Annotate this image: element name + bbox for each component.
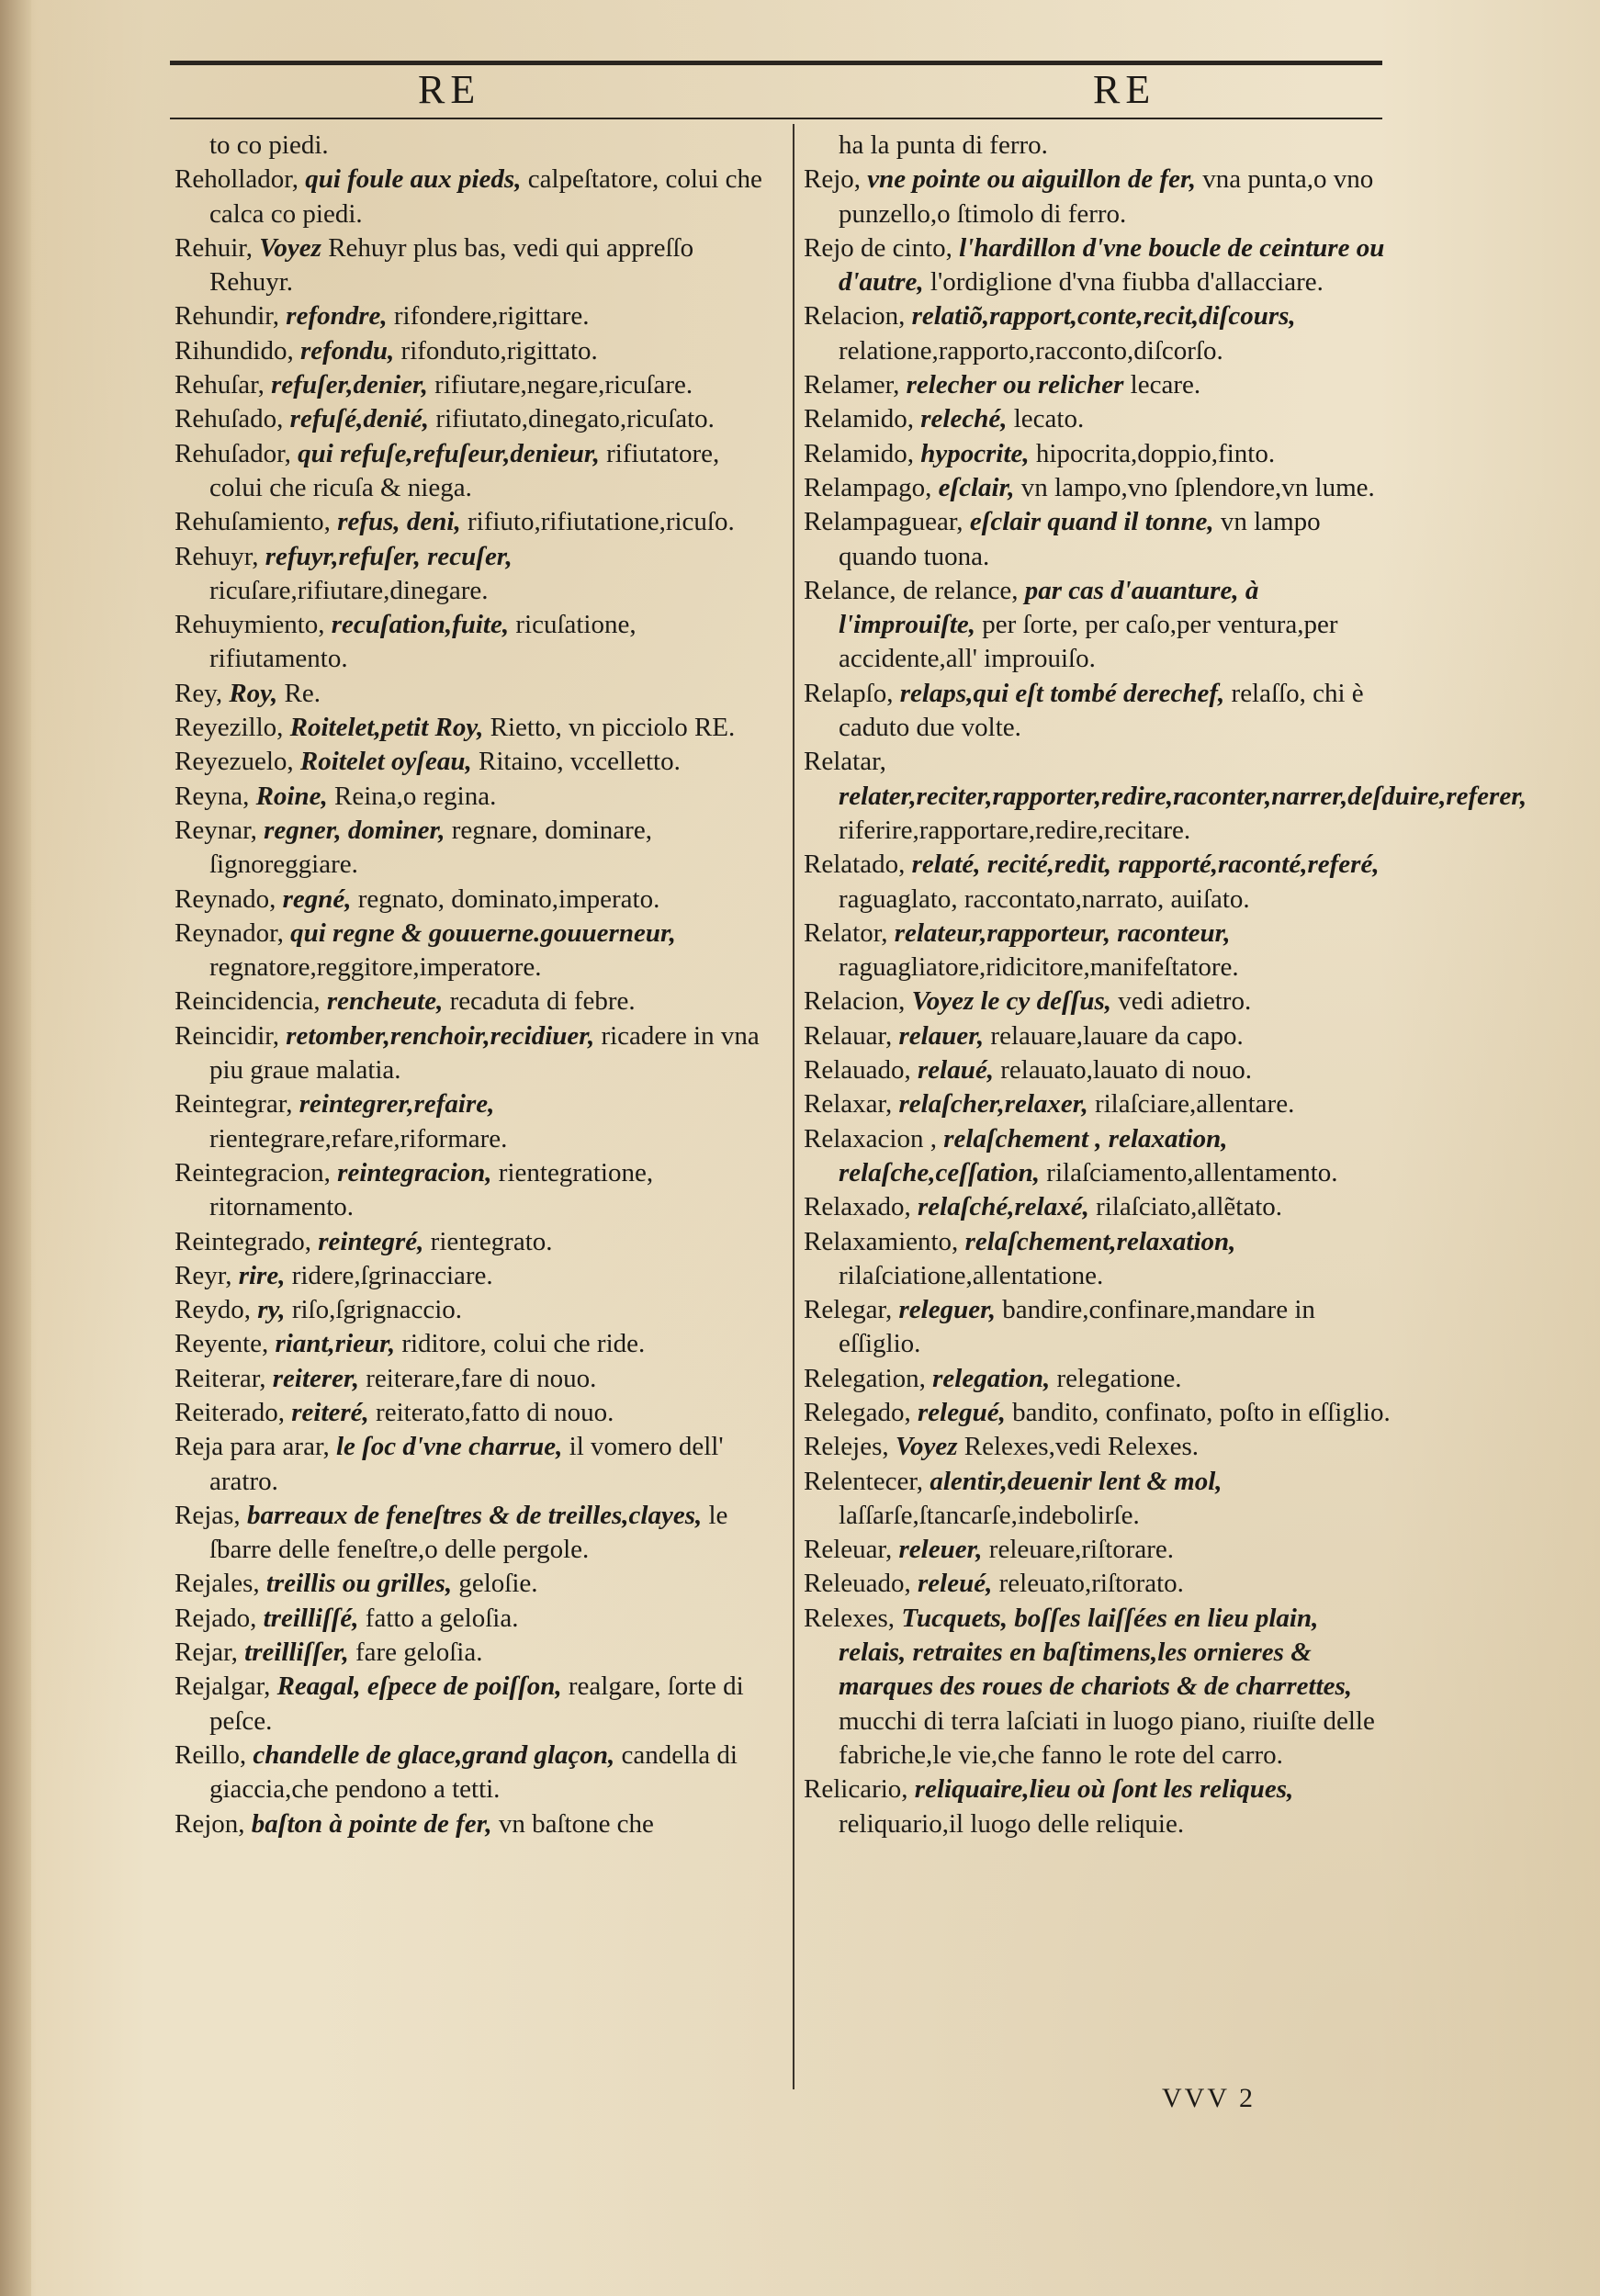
entry-french: chandelle de glace,grand glaçon, xyxy=(253,1739,615,1770)
entry-italian: candella di giaccia,che pendono a tetti. xyxy=(209,1739,738,1805)
entry-italian: rifiutare,negare,ricuſare. xyxy=(434,370,693,400)
entry-italian: recaduta di febre. xyxy=(449,986,636,1017)
entry-french: eſclair quand il tonne, xyxy=(969,507,1214,537)
entry-french: reintegré, xyxy=(318,1226,424,1256)
dictionary-entry xyxy=(804,299,1392,368)
entry-french: le ſoc d'vne charrue, xyxy=(335,1432,563,1462)
entry-headword: Reyna, xyxy=(175,781,250,811)
entry-french: relauer, xyxy=(898,1020,985,1051)
entry-italian: reiterato,fatto di nouo. xyxy=(376,1397,614,1427)
entry-headword: Reynar, xyxy=(175,815,257,845)
dictionary-entry xyxy=(804,1567,1392,1601)
entry-headword: Rey, xyxy=(175,678,223,708)
entry-headword: Rehuſador, xyxy=(175,438,291,468)
entry-headword: Rehuſar, xyxy=(175,370,265,400)
entry-french: relegation, xyxy=(932,1363,1051,1393)
dictionary-entry xyxy=(804,1465,1392,1534)
entry-italian: lecato. xyxy=(1013,404,1085,434)
entry-french: reliquaire,lieu où ſont les reliques, xyxy=(914,1774,1294,1805)
entry-italian: realgare, ſorte di peſce. xyxy=(209,1671,744,1736)
entry-headword: Reintegrar, xyxy=(175,1089,293,1120)
entry-french: relaſcher,relaxer, xyxy=(898,1089,1088,1120)
entry-french: relegué, xyxy=(918,1397,1006,1427)
entry-italian: calpeſtatore, colui che calca co piedi. xyxy=(209,164,762,229)
dictionary-entry xyxy=(804,231,1392,300)
entry-italian: to co piedi. xyxy=(209,130,329,160)
dictionary-entry xyxy=(804,368,1392,402)
entry-french: barreaux de feneſtres & de treilles,clayes, xyxy=(246,1500,703,1530)
entry-italian: ricadere in vna piu graue malatia. xyxy=(209,1020,760,1086)
entry-headword: Reintegrado, xyxy=(175,1226,311,1256)
dictionary-entry xyxy=(175,711,772,745)
entry-italian: il vomero dell' aratro. xyxy=(209,1432,724,1496)
entry-french: releué, xyxy=(918,1569,993,1599)
entry-headword: Reydo, xyxy=(175,1295,251,1325)
entry-italian: regnatore,reggitore,imperatore. xyxy=(209,952,542,983)
entry-french: refuyr,refuſer, recuſer, xyxy=(265,541,513,571)
entry-headword: Relauar, xyxy=(804,1020,893,1051)
entry-headword: Reja para arar, xyxy=(175,1432,330,1462)
entry-headword: Relentecer, xyxy=(804,1466,924,1496)
entry-italian: Reina,o regina. xyxy=(334,781,497,811)
entry-headword: Relacion, xyxy=(804,986,906,1017)
entry-french: reiterer, xyxy=(272,1363,359,1393)
entry-french: recuſation,fuite, xyxy=(331,610,510,640)
dictionary-entry xyxy=(175,745,772,779)
dictionary-entry xyxy=(175,814,772,883)
signature-mark: VVV 2 xyxy=(1162,2083,1256,2113)
entry-italian: Rietto, vn picciolo RE. xyxy=(490,713,736,743)
dictionary-entry xyxy=(804,1430,1392,1464)
entry-headword: Reyr, xyxy=(175,1260,232,1290)
entry-italian: rientegratione, ritornamento. xyxy=(209,1157,654,1222)
entry-french: rire, xyxy=(238,1260,286,1290)
entry-french: Voyez xyxy=(259,232,321,263)
dictionary-entry xyxy=(175,1602,772,1636)
dictionary-entry xyxy=(804,471,1392,505)
entry-headword: Relaxacion , xyxy=(804,1123,937,1154)
entry-french: qui refuſe,refuſeur,denieur, xyxy=(298,438,600,468)
dictionary-entry xyxy=(175,677,772,711)
dictionary-entry xyxy=(175,1019,772,1088)
entry-italian: riſo,ſgrignaccio. xyxy=(291,1295,463,1325)
entry-french: Roy, xyxy=(229,678,278,708)
dictionary-entry xyxy=(804,1602,1392,1773)
entry-headword: Reincidir, xyxy=(175,1020,280,1051)
entry-french: refondu, xyxy=(299,335,395,366)
running-head-right: RE xyxy=(1093,67,1156,112)
dictionary-entry xyxy=(175,505,772,539)
entry-headword: Relexes, xyxy=(804,1603,896,1633)
dictionary-entry xyxy=(175,402,772,436)
entry-italian: rientegrare,refare,riformare. xyxy=(209,1123,508,1154)
dictionary-entry xyxy=(175,129,772,163)
entry-italian: rifiutatore, colui che ricuſa & niega. xyxy=(209,438,720,502)
entry-french: relater,reciter,rapporter,redire,raconter,narrer,deſduire,referer, xyxy=(839,781,1527,811)
dictionary-entry xyxy=(175,1807,772,1841)
entry-french: treilliſſer, xyxy=(244,1638,349,1668)
entry-italian: Ritaino, vccelletto. xyxy=(478,747,681,777)
entry-headword: Relaxamiento, xyxy=(804,1226,959,1256)
entry-headword: Rejon, xyxy=(175,1808,245,1839)
header-rule xyxy=(170,61,1382,65)
entry-italian: lecare. xyxy=(1130,370,1201,400)
entry-italian: releuare,riſtorare. xyxy=(988,1535,1175,1565)
entry-italian: reiterare,fare di nouo. xyxy=(366,1363,597,1393)
dictionary-entry xyxy=(804,129,1392,163)
entry-french: releché, xyxy=(920,404,1008,434)
entry-italian: rilaſciato,allẽtato. xyxy=(1096,1192,1283,1222)
entry-french: Roine, xyxy=(255,781,328,811)
entry-headword: Rehuſado, xyxy=(175,404,284,434)
dictionary-entry xyxy=(175,163,772,231)
left-column xyxy=(175,129,772,1841)
entry-french: Roitelet oyſeau, xyxy=(299,747,472,777)
dictionary-entry xyxy=(804,1533,1392,1567)
entry-italian: riditore, colui che ride. xyxy=(401,1329,646,1359)
entry-italian: rifondere,rigittare. xyxy=(393,301,590,332)
entry-french: baſton à pointe de fer, xyxy=(251,1808,492,1839)
entry-french: reintegrer,refaire, xyxy=(299,1089,495,1120)
entry-french: alentir,deuenir lent & mol, xyxy=(930,1466,1223,1496)
entry-italian: vn lampo quando tuona. xyxy=(839,507,1321,571)
entry-italian: le ſbarre delle feneſtre,o delle pergole. xyxy=(209,1500,728,1565)
entry-headword: Rehuyr, xyxy=(175,541,259,571)
entry-italian: per ſorte, per caſo,per ventura,per accidente,all' improuiſo. xyxy=(839,610,1338,674)
dictionary-entry xyxy=(175,1396,772,1430)
entry-headword: Relatado, xyxy=(804,850,906,880)
entry-headword: Rejado, xyxy=(175,1603,257,1633)
entry-italian: rifiuto,rifiutatione,ricuſo. xyxy=(467,507,735,537)
entry-french: Roitelet,petit Roy, xyxy=(289,713,484,743)
entry-headword: Releuado, xyxy=(804,1569,911,1599)
entry-headword: Releuar, xyxy=(804,1535,893,1565)
entry-italian: relauato,lauato di nouo. xyxy=(1000,1055,1253,1086)
entry-headword: Reynador, xyxy=(175,917,284,948)
entry-headword: Reynado, xyxy=(175,884,276,914)
entry-italian: fatto a geloſia. xyxy=(365,1603,519,1633)
dictionary-entry xyxy=(175,437,772,506)
entry-french: retomber,renchoir,recidiuer, xyxy=(286,1020,595,1051)
entry-french: hypocrite, xyxy=(920,438,1030,468)
entry-headword: Rehuymiento, xyxy=(175,610,325,640)
entry-headword: Relampaguear, xyxy=(804,507,963,537)
entry-french: regné, xyxy=(282,884,352,914)
entry-headword: Rehollador, xyxy=(175,164,299,195)
dictionary-entry xyxy=(175,1156,772,1225)
dictionary-entry xyxy=(175,1636,772,1670)
entry-french: Voyez xyxy=(895,1432,958,1462)
entry-italian: vn baſtone che xyxy=(498,1808,654,1839)
dictionary-entry xyxy=(804,1122,1392,1191)
entry-headword: Relejes, xyxy=(804,1432,889,1462)
entry-headword: Relance, de relance, xyxy=(804,575,1019,605)
dictionary-entry xyxy=(804,1293,1392,1362)
entry-italian: rientegrato. xyxy=(430,1226,553,1256)
entry-headword: Relauado, xyxy=(804,1055,911,1086)
entry-headword: Rejas, xyxy=(175,1500,241,1530)
entry-italian: relegatione. xyxy=(1056,1363,1182,1393)
entry-french: relaté, recité,redit, rapporté,raconté,referé, xyxy=(911,850,1380,880)
entry-italian: vna punta,o vno punzello,o ſtimolo di ferro. xyxy=(839,164,1374,229)
entry-headword: Relamido, xyxy=(804,438,915,468)
entry-headword: Relaxado, xyxy=(804,1192,911,1222)
dictionary-entry xyxy=(804,745,1527,848)
entry-italian: raguaglato, raccontato,narrato, auiſato. xyxy=(839,884,1250,914)
entry-headword: Rejar, xyxy=(175,1638,238,1668)
entry-italian: l'ordiglione d'vna fiubba d'allacciare. xyxy=(930,267,1324,298)
dictionary-entry xyxy=(804,917,1392,985)
entry-italian: rifonduto,rigittato. xyxy=(400,335,598,366)
dictionary-entry xyxy=(804,1053,1392,1087)
dictionary-entry xyxy=(175,1430,772,1499)
entry-headword: Relator, xyxy=(804,917,888,948)
entry-headword: Reyezuelo, xyxy=(175,747,294,777)
entry-french: par cas d'auanture, à l'improuiſte, xyxy=(839,575,1259,640)
entry-italian: regnato, dominato,imperato. xyxy=(357,884,660,914)
entry-headword: Reiterado, xyxy=(175,1397,285,1427)
dictionary-entry xyxy=(175,334,772,368)
entry-french: treillis ou grilles, xyxy=(265,1569,453,1599)
entry-french: rencheute, xyxy=(326,986,444,1017)
entry-french: releuer, xyxy=(898,1535,983,1565)
dictionary-entry xyxy=(804,1362,1392,1396)
entry-headword: Relatar, xyxy=(804,747,886,777)
entry-italian: relaſſo, chi è caduto due volte. xyxy=(839,678,1364,743)
dictionary-entry xyxy=(175,299,772,333)
entry-italian: fare geloſia. xyxy=(355,1638,483,1668)
entry-headword: Relegar, xyxy=(804,1295,893,1325)
entry-italian: rifiutato,dinegato,ricuſato. xyxy=(435,404,715,434)
dictionary-entry xyxy=(175,608,772,677)
entry-headword: Reintegracion, xyxy=(175,1157,331,1187)
entry-french: ry, xyxy=(257,1295,286,1325)
entry-headword: Relamer, xyxy=(804,370,900,400)
entry-french: reiteré, xyxy=(291,1397,369,1427)
entry-headword: Relapſo, xyxy=(804,678,894,708)
page-binding-edge xyxy=(0,0,31,2296)
dictionary-entry xyxy=(804,1087,1392,1121)
dictionary-entry xyxy=(804,848,1392,917)
entry-french: riant,rieur, xyxy=(275,1329,396,1359)
dictionary-entry xyxy=(804,574,1392,677)
entry-french: relatiõ,rapport,conte,recit,diſcours, xyxy=(911,301,1296,332)
entry-french: qui regne & gouuerne.gouuerneur, xyxy=(290,917,676,948)
entry-french: reintegracion, xyxy=(337,1157,492,1187)
entry-headword: Rihundido, xyxy=(175,335,294,366)
dictionary-entry xyxy=(804,1773,1392,1841)
dictionary-entry xyxy=(175,368,772,402)
entry-italian: vn lampo,vno ſplendore,vn lume. xyxy=(1020,472,1375,502)
entry-italian: geloſie. xyxy=(458,1569,538,1599)
entry-italian: rilaſciamento,allentamento. xyxy=(1046,1157,1338,1187)
dictionary-entry xyxy=(175,1225,772,1259)
entry-french: Voyez le cy deſſus, xyxy=(911,986,1112,1017)
entry-italian: mucchi di terra laſciati in luogo piano, riuiſte delle fabriche,le vie,che fanno le rote del carro. xyxy=(839,1705,1375,1770)
entry-headword: Relaxar, xyxy=(804,1089,893,1120)
entry-french: qui foule aux pieds, xyxy=(305,164,522,195)
dictionary-entry xyxy=(175,231,772,300)
dictionary-entry xyxy=(175,780,772,814)
header-underline xyxy=(170,118,1382,119)
entry-headword: Reyezillo, xyxy=(175,713,284,743)
entry-french: refuſer,denier, xyxy=(271,370,428,400)
entry-italian: ricuſare,rifiutare,dinegare. xyxy=(209,575,489,605)
dictionary-entry xyxy=(175,883,772,917)
dictionary-entry xyxy=(175,540,772,609)
entry-french: relateur,rapporteur, raconteur, xyxy=(894,917,1231,948)
dictionary-entry xyxy=(175,1259,772,1293)
entry-headword: Rehuſamiento, xyxy=(175,507,331,537)
entry-italian: rilaſciare,allentare. xyxy=(1094,1089,1295,1120)
entry-french: relaſchement , relaxation, relaſche,ceſſation, xyxy=(839,1123,1228,1187)
entry-italian: ridere,ſgrinacciare. xyxy=(291,1260,493,1290)
entry-french: relaſchement,relaxation, xyxy=(964,1226,1236,1256)
entry-italian: laſſarſe,ſtancarſe,indebolirſe. xyxy=(839,1500,1140,1530)
entry-french: regner, dominer, xyxy=(264,815,445,845)
entry-headword: Relampago, xyxy=(804,472,932,502)
entry-italian: bandire,confinare,mandare in eſſiglio. xyxy=(839,1295,1315,1359)
dictionary-entry xyxy=(175,1499,772,1568)
dictionary-entry xyxy=(175,1739,772,1807)
dictionary-entry xyxy=(804,1225,1392,1294)
entry-headword: Rejales, xyxy=(175,1569,260,1599)
running-head-left: RE xyxy=(418,67,481,112)
entry-headword: Relegado, xyxy=(804,1397,911,1427)
entry-headword: Rehundir, xyxy=(175,301,280,332)
dictionary-entry xyxy=(804,985,1392,1019)
dictionary-entry xyxy=(175,917,772,985)
entry-headword: Relicario, xyxy=(804,1774,908,1805)
dictionary-entry xyxy=(804,677,1392,746)
entry-headword: Rehuir, xyxy=(175,232,254,263)
dictionary-entry xyxy=(804,1190,1392,1224)
dictionary-entry xyxy=(175,1293,772,1327)
entry-italian: reliquario,il luogo delle reliquie. xyxy=(839,1808,1185,1839)
entry-french: treilliſſé, xyxy=(263,1603,359,1633)
entry-headword: Reillo, xyxy=(175,1739,247,1770)
entry-headword: Reincidencia, xyxy=(175,986,321,1017)
entry-headword: Relegation, xyxy=(804,1363,926,1393)
entry-italian: bandito, confinato, poſto in eſſiglio. xyxy=(1012,1397,1391,1427)
entry-italian: Relexes,vedi Relexes. xyxy=(963,1432,1200,1462)
entry-french: releguer, xyxy=(898,1295,997,1325)
dictionary-entry xyxy=(804,1396,1392,1430)
entry-french: Tucquets, boſſes laiſſées en lieu plain, relais, retraites en baſtimens,les ornieres & marques des roues de chariots & de charrettes, xyxy=(839,1603,1353,1702)
entry-french: relaué, xyxy=(918,1055,994,1086)
entry-italian: rilaſciatione,allentatione. xyxy=(839,1260,1104,1290)
entry-italian: vedi adietro. xyxy=(1118,986,1252,1017)
dictionary-entry xyxy=(175,1362,772,1396)
entry-italian: regnare, dominare, ſignoreggiare. xyxy=(209,815,652,880)
entry-italian: ricuſatione, rifiutamento. xyxy=(209,610,637,674)
entry-french: Reagal, eſpece de poiſſon, xyxy=(276,1671,562,1702)
entry-italian: relatione,rapporto,racconto,diſcorſo. xyxy=(839,335,1223,366)
entry-italian: riferire,rapportare,redire,recitare. xyxy=(839,815,1191,845)
dictionary-entry xyxy=(804,1019,1392,1053)
dictionary-entry xyxy=(804,163,1392,231)
dictionary-entry xyxy=(175,985,772,1019)
dictionary-entry xyxy=(804,505,1392,574)
entry-headword: Relamido, xyxy=(804,404,915,434)
entry-headword: Reyente, xyxy=(175,1329,269,1359)
entry-headword: Rejo de cinto, xyxy=(804,232,952,263)
entry-french: relecher ou relicher xyxy=(906,370,1124,400)
entry-headword: Rejalgar, xyxy=(175,1671,271,1702)
entry-italian: ha la punta di ferro. xyxy=(839,130,1048,160)
dictionary-entry xyxy=(175,1670,772,1739)
column-divider xyxy=(793,124,794,2089)
entry-italian: releuato,riſtorato. xyxy=(998,1569,1184,1599)
entry-italian: hipocrita,doppio,finto. xyxy=(1035,438,1276,468)
entry-italian: Re. xyxy=(284,678,321,708)
dictionary-entry xyxy=(175,1327,772,1361)
entry-french: relaps,qui eſt tombé derechef, xyxy=(899,678,1225,708)
entry-headword: Relacion, xyxy=(804,301,906,332)
entry-french: relaſché,relaxé, xyxy=(918,1192,1089,1222)
entry-french: refondre, xyxy=(286,301,388,332)
entry-french: l'hardillon d'vne boucle de ceinture ou d'autre, xyxy=(839,232,1385,298)
entry-french: refus, deni, xyxy=(337,507,461,537)
right-column xyxy=(804,129,1527,1841)
entry-headword: Rejo, xyxy=(804,164,862,195)
dictionary-entry xyxy=(175,1567,772,1601)
entry-italian: Rehuyr plus bas, vedi qui appreſſo Rehuyr. xyxy=(209,232,694,298)
entry-french: refuſé,denié, xyxy=(289,404,430,434)
entry-headword: Reiterar, xyxy=(175,1363,266,1393)
entry-italian: raguagliatore,ridicitore,manifeſtatore. xyxy=(839,952,1239,983)
entry-french: vne pointe ou aiguillon de fer, xyxy=(867,164,1196,195)
dictionary-entry xyxy=(804,402,1392,436)
entry-french: eſclair, xyxy=(938,472,1015,502)
dictionary-entry xyxy=(804,437,1392,471)
entry-italian: relauare,lauare da capo. xyxy=(990,1020,1244,1051)
dictionary-entry xyxy=(175,1087,772,1156)
